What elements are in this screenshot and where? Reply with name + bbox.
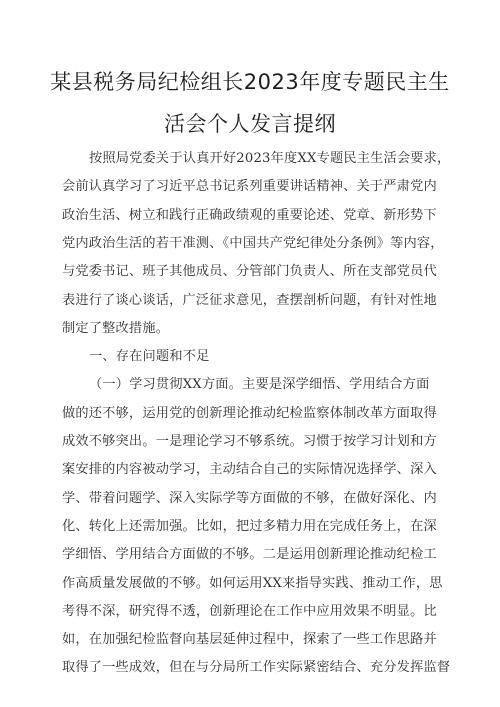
body-line: 按照局党委关于认真开好2023年度XX专题民主生活会要求，	[89, 151, 451, 166]
body-line: 一、存在问题和不足	[89, 349, 210, 365]
body-line: 制定了整改措施。	[62, 320, 170, 336]
body-line: （一）学习贯彻XX方面。主要是深学细悟、学用结合方面	[89, 377, 430, 393]
body-line: 如，在加强纪检监督向基层延伸过程中，探索了一些工作思路并	[62, 632, 437, 648]
body-line: 化、转化上还需加强。比如，把过多精力用在完成任务上，在深	[62, 518, 437, 534]
body-line: 学、带着问题学、深入实际学等方面做的不够，在做好深化、内	[62, 490, 437, 506]
body-line: 与党委书记、班子其他成员、分管部门负责人、所在支部党员代	[62, 264, 437, 280]
body-line: 考得不深，研究得不透，创新理论在工作中应用效果不明显。比	[62, 603, 437, 619]
body-line: 成效不够突出。一是理论学习不够系统。习惯于按学习计划和方	[62, 434, 437, 449]
document-title-line-2: 活会个人发言提纲	[164, 112, 336, 136]
body-line: 表进行了谈心谈话，广泛征求意见，查摆剖析问题，有针对性地	[62, 292, 437, 308]
document-title-line-1: 某县税务局纪检组长2023年度专题民主生	[50, 70, 450, 94]
body-line: 案安排的内容被动学习，主动结合自己的实际情况选择学、深入	[62, 462, 437, 478]
body-line: 学细悟、学用结合方面做的不够。二是运用创新理论推动纪检工	[62, 547, 437, 563]
body-line: 会前认真学习了习近平总书记系列重要讲话精神、关于严肃党内	[62, 179, 437, 195]
body-line: 政治生活、树立和践行正确政绩观的重要论述、党章、新形势下	[62, 207, 437, 223]
body-line: 做的还不够，运用党的创新理论推动纪检监察体制改革方面取得	[62, 405, 437, 421]
body-line: 党内政治生活的若干准测、《中国共产党纪律处分条例》等内容，	[62, 235, 444, 251]
body-line: 取得了一些成效，但在与分局所工作实际紧密结合、充分发挥监督	[62, 660, 451, 676]
body-line: 作高质量发展做的不够。如何运用XX来指导实践、推动工作，思	[62, 575, 443, 591]
document-body	[62, 141, 452, 681]
